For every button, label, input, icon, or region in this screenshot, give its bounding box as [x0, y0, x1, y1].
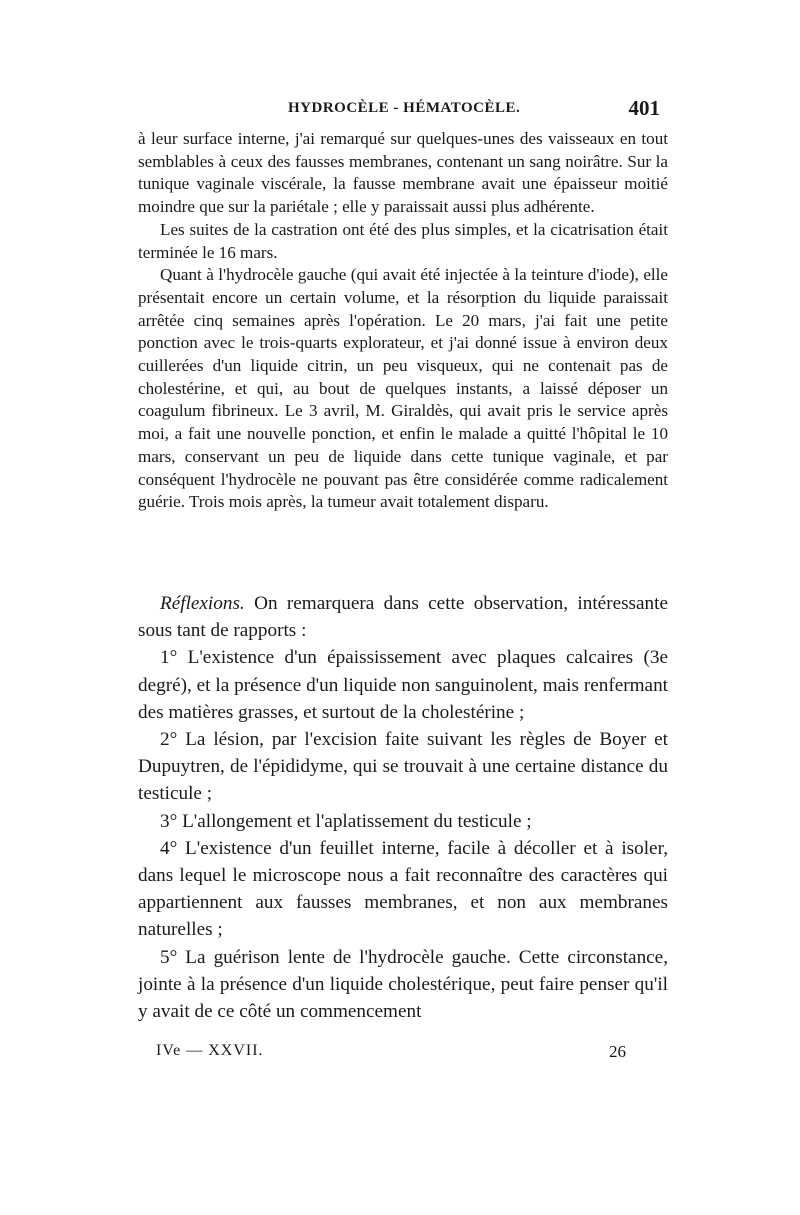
reflexions-section	[138, 590, 668, 1025]
reflexions-paragraph	[138, 590, 668, 644]
point-5: 5° La guérison lente de l'hydrocèle gauche. Cette circonstance, jointe à la présence d'un liquide cholestérique, peut faire penser qu'il y avait de ce côté un commencement	[138, 946, 668, 1023]
reflexions-label: Réflexions.	[160, 593, 245, 614]
paragraph-castration: Les suites de la castration ont été des plus simples, et la cicatrisation était terminée le 16 mars.	[138, 219, 668, 262]
printer-signature: IVe — XXVII.	[156, 1042, 264, 1059]
page-number: 401	[628, 96, 660, 120]
paragraph-hydrocele-gauche: Quant à l'hydrocèle gauche (qui avait été injectée à la teinture d'iode), elle présentait encore un certain volume, et la résorption du liquide paraissait arrêtée cinq semaines après l'opération. Le 20 mars, j'ai fait une petite ponction avec le trois-quarts explorateur, et j'ai donné issue à environ deux cuillerées d'un liquide citrin, un peu visqueux, qui ne contenait pas de cholestérine, et qui, au bout de quelques instants, a laissé déposer un coagulum fibrineux. Le 3 avril, M. Giraldès, qui avait pris le service après moi, a fait une nouvelle ponction, et enfin le malade a quitté l'hôpital le 10 mars, conservant un peu de liquide dans cette tunique vaginale, et par conséquent l'hydrocèle ne pouvant pas être considérée comme radicalement guérie. Trois mois après, la tumeur avait totalement disparu.	[138, 265, 668, 512]
point-1: 1° L'existence d'un épaississement avec plaques calcaires (3e degré), et la présence d'un liquide non sanguinolent, mais renfermant des matières grasses, et surtout de la cholestérine ;	[138, 647, 668, 723]
page-footer	[138, 1042, 668, 1066]
sheet-number: 26	[609, 1042, 626, 1061]
running-title: HYDROCÈLE - HÉMATOCÈLE.	[288, 100, 521, 116]
observation-text	[138, 128, 668, 514]
paragraph-continued: à leur surface interne, j'ai remarqué sur quelques-unes des vaisseaux en tout semblables à ceux des fausses membranes, contenant un sang noirâtre. Sur la tunique vaginale viscérale, la fausse membrane avait une épaisseur moitié moindre que sur la pariétale ; elle y paraissait aussi plus adhérente.	[138, 129, 668, 217]
point-4: 4° L'existence d'un feuillet interne, facile à décoller et à isoler, dans lequel le microscope nous a fait reconnaître des caractères qui appartiennent aux fausses membranes, et non aux membranes naturelles ;	[138, 837, 668, 941]
point-2: 2° La lésion, par l'excision faite suivant les règles de Boyer et Dupuytren, de l'épididyme, qui se trouvait à une certaine distance du testicule ;	[138, 729, 668, 805]
reflexions-intro: On remarquera dans cette observation, intéressante sous tant de rapports :	[138, 593, 668, 642]
point-3: 3° L'allongement et l'aplatissement du testicule ;	[160, 810, 532, 832]
page-header	[138, 96, 668, 126]
